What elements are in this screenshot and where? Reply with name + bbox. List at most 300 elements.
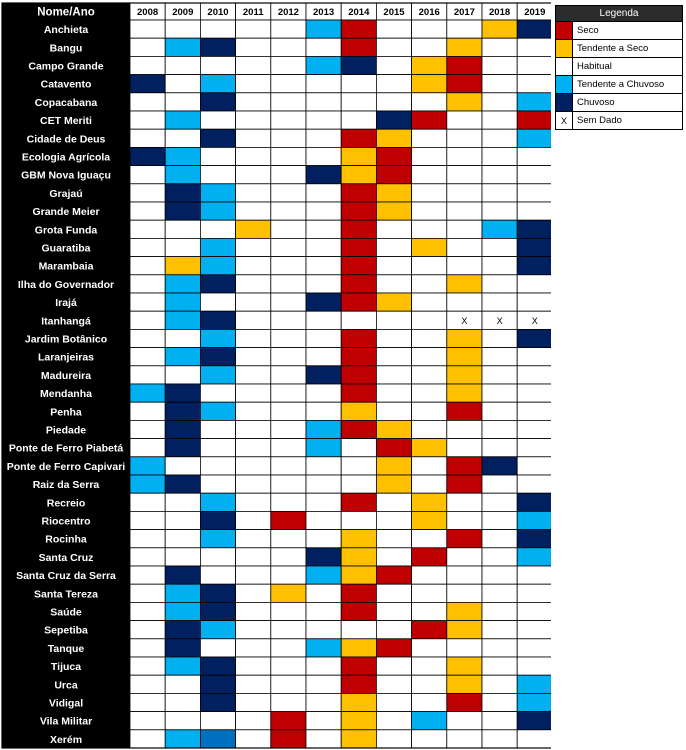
row-label: Grande Meier <box>32 206 100 219</box>
heatmap-cell <box>341 147 376 165</box>
heatmap-cell <box>271 639 306 657</box>
heatmap-cell <box>200 93 235 111</box>
row-label: Santa Tereza <box>34 588 98 601</box>
row-label: Catavento <box>40 78 92 91</box>
heatmap-cell <box>130 220 165 238</box>
heatmap-cell <box>412 329 447 347</box>
heatmap-cell <box>236 56 271 74</box>
heatmap-cell <box>341 275 376 293</box>
heatmap-cell <box>130 311 165 329</box>
heatmap-cell <box>200 712 235 730</box>
row-label: Campo Grande <box>28 60 104 73</box>
heatmap-cell <box>271 166 306 184</box>
heatmap-cell <box>412 238 447 256</box>
row-label: Penha <box>50 406 82 419</box>
heatmap-cell <box>130 56 165 74</box>
heatmap-cell <box>271 147 306 165</box>
row-label: CET Meriti <box>40 115 92 128</box>
heatmap-cell <box>165 566 200 584</box>
heatmap-cell <box>376 20 411 38</box>
heatmap-cell <box>447 439 482 457</box>
heatmap-cell <box>236 566 271 584</box>
heatmap-cell <box>236 548 271 566</box>
heatmap-cell <box>130 275 165 293</box>
year-header-2018: 2018 <box>489 7 511 18</box>
heatmap-cell <box>130 111 165 129</box>
legend-item <box>556 93 682 111</box>
heatmap-cell <box>447 712 482 730</box>
heatmap-cell <box>517 75 551 93</box>
heatmap-cell <box>412 730 447 748</box>
heatmap-cell <box>236 38 271 56</box>
heatmap-cell <box>271 548 306 566</box>
heatmap-cell <box>306 275 341 293</box>
heatmap-cell <box>482 475 517 493</box>
heatmap-cell <box>306 202 341 220</box>
heatmap-cell <box>517 457 551 475</box>
heatmap-cell <box>200 75 235 93</box>
heatmap-cell <box>130 511 165 529</box>
heatmap-cell <box>200 329 235 347</box>
heatmap-cell <box>236 293 271 311</box>
heatmap-cell <box>412 202 447 220</box>
heatmap-cell <box>130 329 165 347</box>
heatmap-cell <box>271 93 306 111</box>
heatmap-cell <box>482 220 517 238</box>
heatmap-cell <box>236 184 271 202</box>
heatmap-cell <box>236 712 271 730</box>
heatmap-cell <box>236 166 271 184</box>
heatmap-cell <box>412 56 447 74</box>
heatmap-cell <box>200 238 235 256</box>
row-label: Ponte de Ferro Capivari <box>6 460 126 473</box>
heatmap-cell <box>447 584 482 602</box>
heatmap-cell <box>271 38 306 56</box>
row-label: Recreio <box>46 497 86 510</box>
heatmap-cell <box>130 238 165 256</box>
heatmap-cell <box>200 420 235 438</box>
heatmap-cell <box>341 38 376 56</box>
row-label: Rocinha <box>45 533 87 546</box>
heatmap-cell <box>482 147 517 165</box>
legend-item <box>556 39 682 57</box>
heatmap-cell <box>376 329 411 347</box>
heatmap-cell <box>165 20 200 38</box>
heatmap-cell <box>306 56 341 74</box>
heatmap-cell <box>447 420 482 438</box>
heatmap-cell <box>306 530 341 548</box>
heatmap-cell <box>165 439 200 457</box>
heatmap-cell <box>376 38 411 56</box>
heatmap-cell <box>517 402 551 420</box>
heatmap-cell <box>376 366 411 384</box>
heatmap-cell <box>200 202 235 220</box>
heatmap-cell <box>271 420 306 438</box>
heatmap-cell <box>306 475 341 493</box>
heatmap-cell <box>306 311 341 329</box>
row-label: Grajaú <box>49 187 83 200</box>
heatmap-cell <box>376 275 411 293</box>
heatmap-cell <box>165 693 200 711</box>
heatmap-cell <box>341 366 376 384</box>
heatmap-cell <box>517 275 551 293</box>
heatmap-cell <box>236 329 271 347</box>
legend-title: Legenda <box>556 6 682 21</box>
heatmap-cell <box>306 621 341 639</box>
heatmap-cell <box>412 639 447 657</box>
year-header-2016: 2016 <box>418 7 440 18</box>
row-label: GBM Nova Iguaçu <box>21 169 111 182</box>
heatmap-cell <box>236 384 271 402</box>
heatmap-cell <box>341 129 376 147</box>
heatmap-cell <box>376 93 411 111</box>
heatmap-cell <box>482 56 517 74</box>
heatmap-cell <box>341 384 376 402</box>
heatmap-cell <box>306 129 341 147</box>
heatmap-cell <box>130 584 165 602</box>
no-data-mark: X <box>496 315 503 326</box>
heatmap-cell <box>200 530 235 548</box>
heatmap-cell <box>236 202 271 220</box>
heatmap-cell <box>130 402 165 420</box>
row-label: Guaratiba <box>41 242 91 255</box>
heatmap-cell <box>412 257 447 275</box>
heatmap-cell <box>412 712 447 730</box>
heatmap-cell <box>412 38 447 56</box>
heatmap-cell <box>447 475 482 493</box>
heatmap-cell <box>306 348 341 366</box>
heatmap-cell <box>271 584 306 602</box>
heatmap-cell <box>482 202 517 220</box>
heatmap-cell <box>236 348 271 366</box>
heatmap-cell <box>130 657 165 675</box>
row-label: Madureira <box>40 369 92 382</box>
heatmap-cell <box>341 202 376 220</box>
row-label: Cidade de Deus <box>26 133 106 146</box>
heatmap-cell <box>271 439 306 457</box>
heatmap-cell <box>306 584 341 602</box>
heatmap-cell <box>412 75 447 93</box>
heatmap-cell <box>376 584 411 602</box>
heatmap-cell <box>482 439 517 457</box>
row-label: Marambaia <box>38 260 94 273</box>
heatmap-cell <box>376 712 411 730</box>
heatmap-cell <box>482 402 517 420</box>
year-header-2010: 2010 <box>207 7 229 18</box>
heatmap-cell <box>517 293 551 311</box>
heatmap-cell <box>165 56 200 74</box>
heatmap-cell <box>412 566 447 584</box>
heatmap-cell <box>306 384 341 402</box>
heatmap-cell <box>236 511 271 529</box>
heatmap-cell <box>271 566 306 584</box>
heatmap-cell <box>412 129 447 147</box>
legend-swatch <box>556 40 573 57</box>
heatmap-cell <box>306 93 341 111</box>
heatmap-cell <box>341 657 376 675</box>
heatmap-cell <box>376 75 411 93</box>
heatmap-cell <box>130 20 165 38</box>
heatmap-cell <box>517 420 551 438</box>
heatmap-cell <box>341 493 376 511</box>
heatmap-cell <box>306 511 341 529</box>
heatmap-cell <box>517 675 551 693</box>
heatmap-cell <box>482 38 517 56</box>
heatmap-cell <box>236 402 271 420</box>
heatmap-cell <box>376 439 411 457</box>
heatmap-cell <box>236 493 271 511</box>
heatmap-cell <box>412 348 447 366</box>
heatmap-cell <box>482 420 517 438</box>
heatmap-cell <box>517 366 551 384</box>
heatmap-cell <box>341 184 376 202</box>
heatmap-cell <box>482 493 517 511</box>
heatmap-cell <box>236 93 271 111</box>
heatmap-cell <box>447 56 482 74</box>
heatmap-cell <box>165 457 200 475</box>
heatmap-cell <box>376 238 411 256</box>
heatmap-cell <box>517 111 551 129</box>
heatmap-cell <box>236 75 271 93</box>
heatmap-cell <box>165 311 200 329</box>
heatmap-cell <box>165 602 200 620</box>
heatmap-cell <box>165 93 200 111</box>
year-header-2008: 2008 <box>137 7 159 18</box>
heatmap-cell <box>271 238 306 256</box>
heatmap-cell <box>130 457 165 475</box>
heatmap-cell <box>306 147 341 165</box>
heatmap-cell <box>447 329 482 347</box>
heatmap-cell <box>306 184 341 202</box>
heatmap-cell <box>165 657 200 675</box>
legend-item <box>556 75 682 93</box>
heatmap-cell <box>517 439 551 457</box>
heatmap-cell <box>517 657 551 675</box>
heatmap-cell <box>306 220 341 238</box>
heatmap-cell <box>412 293 447 311</box>
heatmap-cell <box>482 20 517 38</box>
heatmap-cell <box>236 420 271 438</box>
heatmap-cell <box>376 730 411 748</box>
heatmap-cell <box>271 530 306 548</box>
heatmap-cell <box>376 621 411 639</box>
heatmap-cell <box>306 566 341 584</box>
heatmap-cell <box>306 602 341 620</box>
heatmap-cell <box>517 184 551 202</box>
heatmap-cell <box>165 38 200 56</box>
heatmap-cell <box>482 693 517 711</box>
heatmap-cell <box>236 129 271 147</box>
heatmap-cell <box>236 275 271 293</box>
heatmap-cell <box>200 275 235 293</box>
row-label: Urca <box>54 679 78 692</box>
heatmap-cell <box>447 38 482 56</box>
heatmap-cell <box>482 111 517 129</box>
heatmap-cell <box>271 202 306 220</box>
heatmap-cell <box>517 511 551 529</box>
heatmap-cell <box>200 38 235 56</box>
heatmap-cell <box>376 56 411 74</box>
row-label: Tanque <box>47 642 85 655</box>
heatmap-cell <box>165 257 200 275</box>
heatmap-cell <box>447 566 482 584</box>
heatmap-cell <box>165 639 200 657</box>
row-label: Raiz da Serra <box>32 479 100 492</box>
heatmap-cell <box>341 530 376 548</box>
heatmap-cell <box>341 621 376 639</box>
heatmap-cell <box>271 457 306 475</box>
heatmap-cell <box>165 712 200 730</box>
heatmap-cell <box>165 348 200 366</box>
no-data-mark: X <box>531 315 538 326</box>
heatmap-cell <box>447 275 482 293</box>
heatmap-cell <box>165 402 200 420</box>
heatmap-cell <box>130 566 165 584</box>
heatmap-cell <box>517 238 551 256</box>
heatmap-cell <box>306 238 341 256</box>
heatmap-cell <box>306 675 341 693</box>
heatmap-cell <box>165 184 200 202</box>
heatmap-cell <box>341 348 376 366</box>
heatmap-cell <box>306 20 341 38</box>
heatmap-cell <box>271 20 306 38</box>
heatmap-cell <box>517 475 551 493</box>
heatmap-cell <box>376 311 411 329</box>
heatmap-cell <box>412 475 447 493</box>
heatmap-cell <box>517 166 551 184</box>
heatmap-cell <box>412 366 447 384</box>
heatmap-cell <box>130 548 165 566</box>
heatmap-cell <box>165 475 200 493</box>
heatmap-cell <box>165 147 200 165</box>
legend-swatch <box>556 94 573 111</box>
year-header-2011: 2011 <box>242 7 264 18</box>
legend <box>555 5 683 130</box>
heatmap-cell <box>271 366 306 384</box>
heatmap-cell <box>130 730 165 748</box>
heatmap-cell <box>341 20 376 38</box>
heatmap-cell <box>130 493 165 511</box>
row-label: Irajá <box>55 297 77 310</box>
heatmap-cell <box>447 657 482 675</box>
heatmap-cell <box>376 675 411 693</box>
heatmap-cell <box>200 511 235 529</box>
heatmap-cell <box>412 184 447 202</box>
no-data-mark: X <box>461 315 468 326</box>
heatmap-cell <box>200 184 235 202</box>
heatmap-cell <box>517 93 551 111</box>
heatmap-cell <box>482 329 517 347</box>
heatmap-cell <box>376 693 411 711</box>
heatmap-cell <box>341 675 376 693</box>
heatmap-cell <box>130 166 165 184</box>
heatmap-cell <box>271 493 306 511</box>
heatmap-cell <box>306 712 341 730</box>
heatmap-cell <box>341 693 376 711</box>
heatmap-cell <box>271 220 306 238</box>
heatmap-cell <box>271 111 306 129</box>
heatmap-cell <box>200 602 235 620</box>
heatmap-cell <box>412 147 447 165</box>
heatmap-cell <box>447 511 482 529</box>
heatmap-cell <box>517 220 551 238</box>
heatmap-cell <box>236 238 271 256</box>
heatmap-cell <box>165 275 200 293</box>
heatmap-cell <box>447 348 482 366</box>
heatmap-cell <box>412 584 447 602</box>
heatmap-cell <box>447 602 482 620</box>
heatmap-cell <box>412 657 447 675</box>
heatmap-cell <box>306 548 341 566</box>
heatmap-cell <box>271 275 306 293</box>
row-label: Vila Militar <box>39 715 93 728</box>
heatmap-cell <box>447 621 482 639</box>
heatmap-cell <box>200 639 235 657</box>
legend-swatch: X <box>556 112 573 129</box>
heatmap-cell <box>447 257 482 275</box>
heatmap-cell <box>341 75 376 93</box>
heatmap-cell <box>482 657 517 675</box>
heatmap-cell <box>412 166 447 184</box>
heatmap-cell <box>482 348 517 366</box>
heatmap-cell <box>200 366 235 384</box>
heatmap-cell <box>130 384 165 402</box>
year-header-2009: 2009 <box>172 7 194 18</box>
heatmap-cell <box>306 639 341 657</box>
row-label: Piedade <box>45 424 87 437</box>
heatmap-cell <box>376 166 411 184</box>
legend-label: Tendente a Seco <box>577 43 649 54</box>
heatmap-cell <box>412 275 447 293</box>
heatmap-cell <box>236 602 271 620</box>
heatmap-cell <box>165 384 200 402</box>
heatmap-cell <box>130 293 165 311</box>
heatmap-cell <box>236 675 271 693</box>
heatmap-cell <box>482 238 517 256</box>
heatmap-cell <box>130 348 165 366</box>
heatmap-cell <box>376 384 411 402</box>
heatmap-cell <box>412 511 447 529</box>
heatmap-cell <box>236 366 271 384</box>
heatmap-cell <box>376 257 411 275</box>
heatmap-cell <box>341 475 376 493</box>
heatmap-cell <box>236 20 271 38</box>
heatmap-cell <box>165 75 200 93</box>
heatmap-cell <box>447 220 482 238</box>
heatmap-cell <box>482 93 517 111</box>
heatmap-cell <box>236 257 271 275</box>
heatmap-cell <box>376 493 411 511</box>
legend-item <box>556 21 682 39</box>
heatmap-cell <box>447 693 482 711</box>
heatmap-cell <box>236 311 271 329</box>
heatmap-cell <box>130 184 165 202</box>
row-label: Riocentro <box>41 515 91 528</box>
heatmap-cell <box>165 166 200 184</box>
heatmap-cell <box>376 184 411 202</box>
heatmap-cell <box>517 38 551 56</box>
heatmap-cell <box>130 38 165 56</box>
heatmap-cell <box>271 693 306 711</box>
heatmap-cell <box>271 311 306 329</box>
heatmap-cell <box>447 384 482 402</box>
heatmap-cell <box>271 475 306 493</box>
legend-swatch <box>556 58 573 75</box>
row-label: Vidigal <box>48 697 84 710</box>
heatmap-cell <box>517 493 551 511</box>
heatmap-cell <box>482 75 517 93</box>
heatmap-cell <box>341 293 376 311</box>
